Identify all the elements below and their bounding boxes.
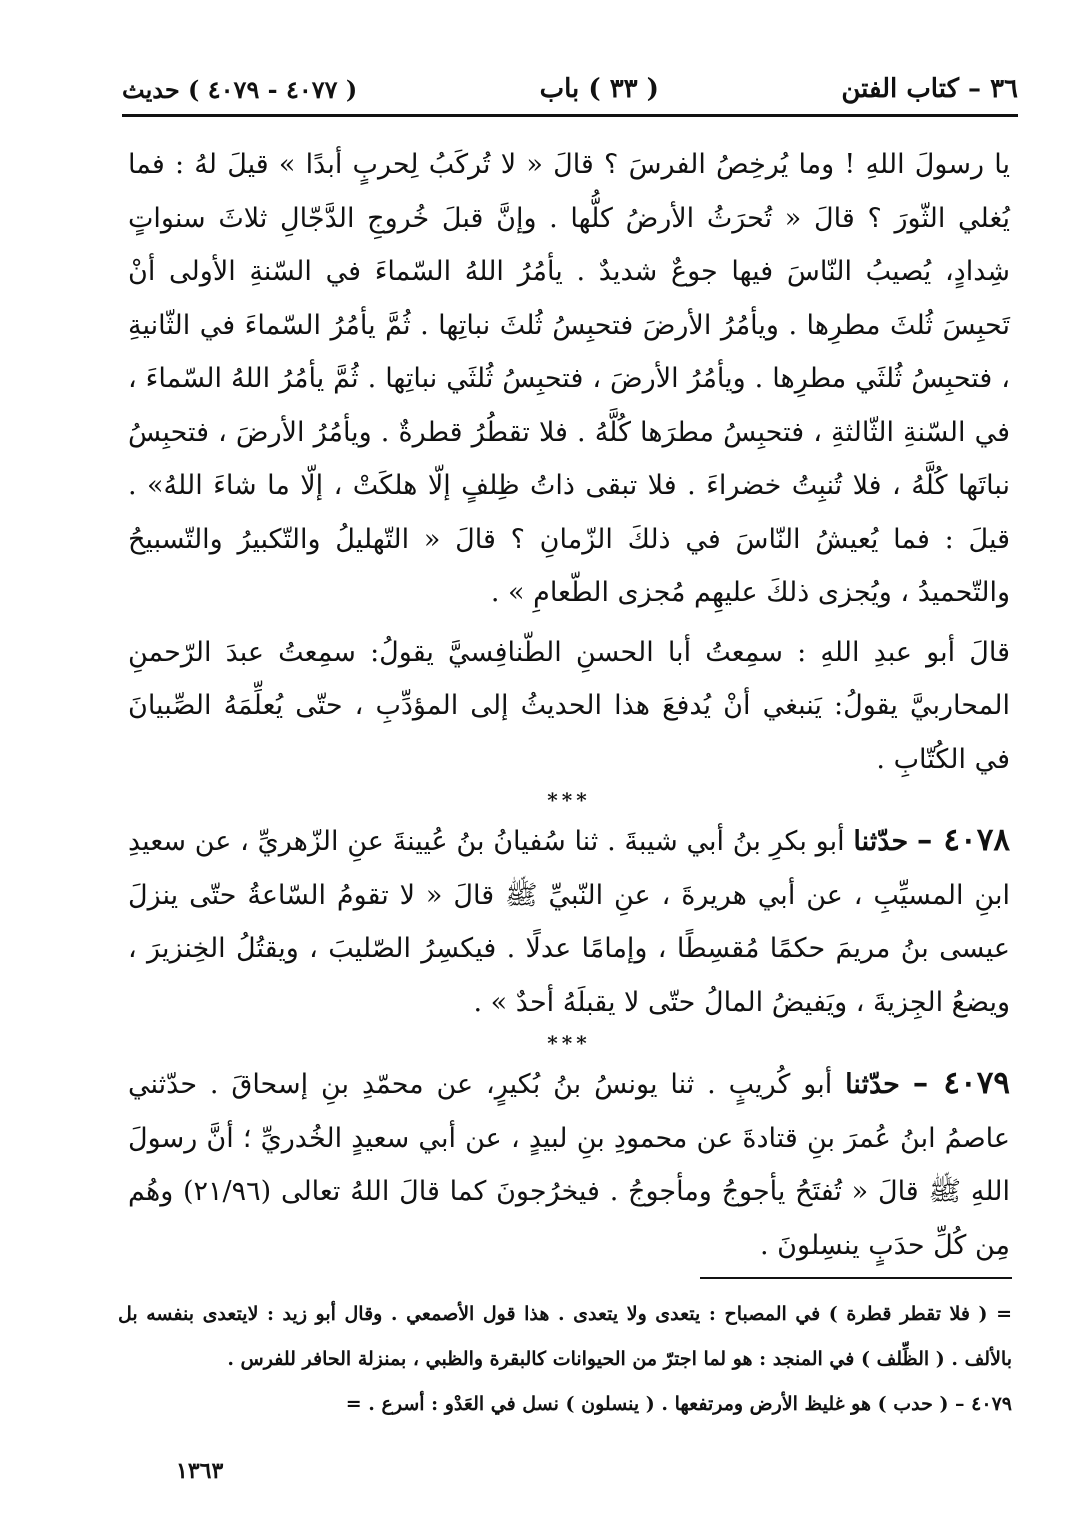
footnote-line-2: ٤٠٧٩ – ( حدب ) هو غليظ الأرض ومرتفعها . ( ينسلون ) نسل في العَدْو : أسرع . = <box>345 1393 1012 1415</box>
header-chapter: ( ٣٣ ) باب <box>539 74 659 104</box>
section-separator-2: *** <box>547 1031 591 1055</box>
hadith-number: ٤٠٧٩ – <box>912 1065 1010 1101</box>
paragraph-2: قالَ أبو عبدِ اللهِ : سمِعتُ أبا الحسنِ الطّنافِسيَّ يقولُ: سمِعتُ عبدَ الرّحمنِ المحاربيَّ يقولُ: يَنبغي أنْ يُدفعَ هذا الحديثُ إلى المؤدِّبِ ، حتّى يُعلِّمَهُ الصِّبيانَ في الكُتّابِ . <box>128 636 1010 775</box>
header-hadith-range: ( ٤٠٧٧ - ٤٠٧٩ ) حديث <box>122 74 358 104</box>
header-rule <box>122 114 1018 117</box>
paragraph-1: يا رسولَ اللهِ ! وما يُرخِصُ الفرسَ ؟ قالَ « لا تُركَبُ لِحربٍ أبدًا » قيلَ لهُ : فما يُغلي الثّورَ ؟ قالَ « تُحرَثُ الأرضُ كلُّها . وإنَّ قبلَ خُروجِ الدَّجّالِ ثلاثَ سنواتٍ شِدادٍ، يُصيبُ النّاسَ فيها جوعٌ شديدٌ . يأمُرُ اللهُ السّماءَ في السّنةِ الأولى أنْ تَحبِسَ ثُلثَ مطرِها . ويأمُرُ الأرضَ فتحبِسُ ثُلثَ نباتِها . ثُمَّ يأمُرُ السّماءَ في الثّانيةِ ، فتحبِسُ ثُلثَي مطرِها . ويأمُرُ الأرضَ ، فتحبِسُ ثُلثَي نباتِها . ثُمَّ يأمُرُ اللهُ السّماءَ ، في السّنةِ الثّالثةِ ، فتحبِسُ مطرَها كُلَّهُ . فلا تقطُرُ قطرةٌ . ويأمُرُ الأرضَ ، فتحبِسُ نباتَها كُلَّهُ ، فلا تُنبِتُ خضراءَ . فلا تبقى ذاتُ ظِلفٍ إلّا هلكَتْ ، إلّا ما شاءَ اللهُ» . قيلَ : فما يُعيشُ النّاسَ في ذلكَ الزّمانِ ؟ قالَ « التّهليلُ والتّكبيرُ والتّسبيحُ والتّحميدُ ، ويُجزى ذلكَ عليهِم مُجزى الطّعامِ » . <box>128 149 1010 608</box>
hadith-opening: حدّثنا <box>845 1069 900 1100</box>
section-separator-1: *** <box>547 788 591 812</box>
hadith-4078 <box>128 814 1010 1029</box>
footnotes <box>118 1292 1012 1427</box>
running-header <box>122 68 1018 110</box>
hadith-4079 <box>128 1057 1010 1272</box>
hadith-text: أبو كُريبٍ . ثنا يونسُ بنُ بُكيرٍ، عن محمّدِ بنِ إسحاقَ . حدّثني عاصمُ ابنُ عُمرَ بنِ قتادةَ عن محمودِ بنِ لبيدٍ ، عن أبي سعيدٍ الخُدريِّ ؛ أنَّ رسولَ اللهِ ﷺ قالَ « تُفتَحُ يأجوجُ ومأجوجُ . فيخرُجونَ كما قالَ اللهُ تعالى (٢١/٩٦) وهُم مِن كُلِّ حدَبٍ ينسِلونَ . <box>128 1069 1010 1261</box>
main-text <box>128 138 1010 1272</box>
hadith-opening: حدّثنا <box>853 826 909 857</box>
footnote-rule <box>700 1277 1012 1279</box>
header-page-and-book: ٣٦ – كتاب الفتن <box>841 74 1018 104</box>
page-number: ١٣٦٣ <box>176 1458 224 1484</box>
hadith-text: أبو بكرِ بنُ أبي شيبةَ . ثنا سُفيانُ بنُ عُيينةَ عنِ الزّهريِّ ، عن سعيدِ ابنِ المسيِّبِ ، عن أبي هريرةَ ، عنِ النّبيِّ ﷺ قالَ « لا تقومُ السّاعةُ حتّى ينزلَ عيسى بنُ مريمَ حكمًا مُقسِطًا ، وإمامًا عدلًا . فيكسِرُ الصّليبَ ، ويقتُلُ الخِنزيرَ ، ويضعُ الجِزيةَ ، ويَفيضُ المالُ حتّى لا يقبلَهُ أحدٌ » . <box>128 826 1010 1018</box>
footnote-line-1: = ( فلا تقطر قطرة ) في المصباح : يتعدى ولا يتعدى . هذا قول الأصمعي . وقال أبو زيد : لايتعدى بنفسه بل بالألف . ( الظِّلف ) في المنجد : هو لما اجترّ من الحيوانات كالبقرة والظبي ، بمنزلة الحافر للفرس . <box>118 1303 1012 1370</box>
hadith-number: ٤٠٧٨ – <box>916 822 1010 858</box>
